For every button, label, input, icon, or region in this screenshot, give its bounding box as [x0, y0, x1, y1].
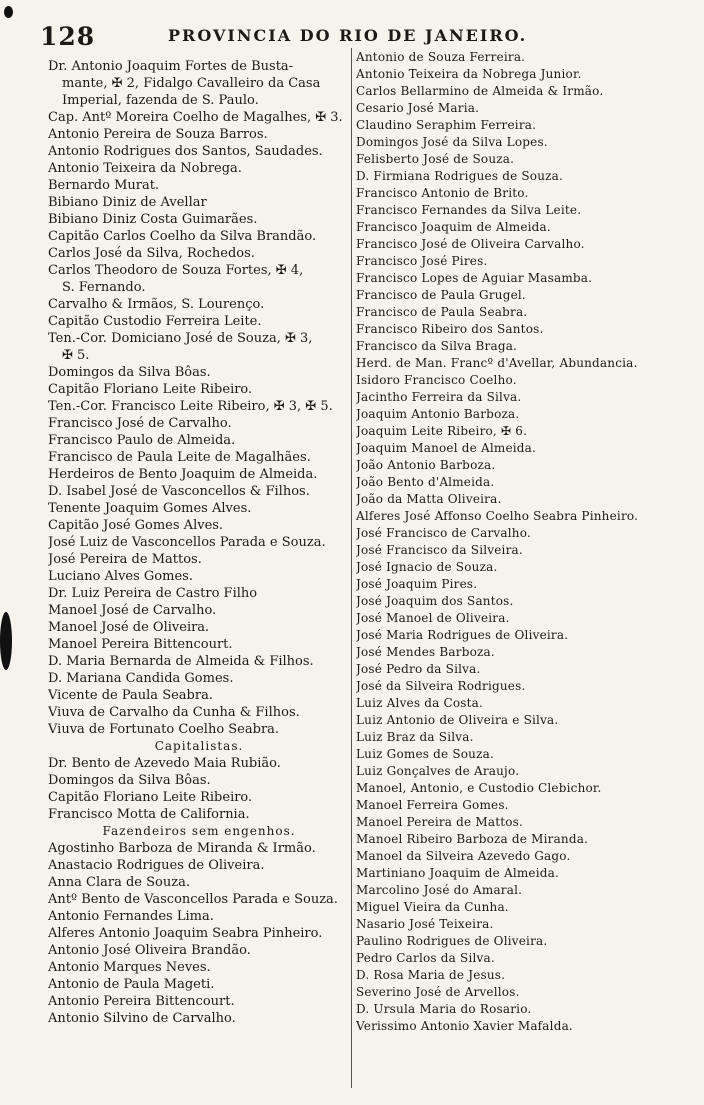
list-entry: Antonio Silvino de Carvalho. [48, 1011, 236, 1026]
list-entry: D. Firmiana Rodrigues de Souza. [356, 169, 564, 183]
list-entry: Severino José de Arvellos. [356, 985, 520, 999]
list-entry: Joaquim Leite Ribeiro, ✠ 6. [356, 424, 528, 438]
list-entry: Miguel Vieira da Cunha. [356, 900, 509, 914]
list-entry: João Bento d'Almeida. [356, 475, 495, 489]
list-entry: José Pedro da Silva. [356, 662, 481, 676]
list-entry: João da Matta Oliveira. [356, 492, 502, 506]
list-entry: Martiniano Joaquim de Almeida. [356, 866, 560, 880]
list-entry: Alferes José Affonso Coelho Seabra Pinheiro. [356, 509, 639, 523]
list-entry: Antonio Teixeira da Nobrega Junior. [356, 67, 582, 81]
list-entry: Carvalho & Irmãos, S. Lourenço. [48, 297, 265, 312]
fazendeiros-list [48, 840, 350, 1027]
list-entry: Carlos Bellarmino de Almeida & Irmão. [356, 84, 604, 98]
list-entry: D. Ursula Maria do Rosario. [356, 1002, 532, 1016]
list-entry: José Joaquim Pires. [356, 577, 478, 591]
list-entry: Bibiano Diniz Costa Guimarães. [48, 212, 258, 227]
list-entry: Claudino Seraphim Ferreira. [356, 118, 537, 132]
list-entry: Pedro Carlos da Silva. [356, 951, 495, 965]
list-entry: ✠ 5. [62, 348, 90, 363]
list-entry: Capitão Carlos Coelho da Silva Brandão. [48, 229, 317, 244]
list-entry: Capitão José Gomes Alves. [48, 518, 224, 533]
list-entry: Carlos José da Silva, Rochedos. [48, 246, 255, 261]
list-entry: Anastacio Rodrigues de Oliveira. [48, 858, 265, 873]
list-entry: José Manoel de Oliveira. [356, 611, 510, 625]
page-header [40, 18, 680, 52]
list-entry: Luciano Alves Gomes. [48, 569, 193, 584]
list-entry: Manoel Ribeiro Barboza de Miranda. [356, 832, 589, 846]
list-entry: Francisco de Paula Seabra. [356, 305, 528, 319]
list-entry: Francisco José de Carvalho. [48, 416, 232, 431]
list-entry: Antonio Marques Neves. [48, 960, 211, 975]
list-entry: Antonio de Souza Ferreira. [356, 50, 526, 64]
list-entry: Agostinho Barboza de Miranda & Irmão. [48, 841, 316, 856]
list-entry: Nasario José Teixeira. [356, 917, 494, 931]
list-entry: Manoel Ferreira Gomes. [356, 798, 509, 812]
fazendeiros-list-continued [356, 49, 696, 1035]
list-entry: Manoel da Silveira Azevedo Gago. [356, 849, 571, 863]
list-entry: Francisco de Paula Grugel. [356, 288, 526, 302]
list-entry: Francisco José de Oliveira Carvalho. [356, 237, 585, 251]
list-entry: Manoel José de Carvalho. [48, 603, 217, 618]
list-entry: Manoel, Antonio, e Custodio Clebichor. [356, 781, 602, 795]
list-entry: João Antonio Barboza. [356, 458, 496, 472]
list-entry: Manoel José de Oliveira. [48, 620, 210, 635]
list-entry: Luiz Gomes de Souza. [356, 747, 494, 761]
capitalistas-list [48, 755, 350, 823]
list-entry: Francisco Ribeiro dos Santos. [356, 322, 544, 336]
list-entry: Joaquim Manoel de Almeida. [356, 441, 537, 455]
list-entry: Luiz Gonçalves de Araujo. [356, 764, 520, 778]
list-entry: Tenente Joaquim Gomes Alves. [48, 501, 252, 516]
list-entry: Francisco da Silva Braga. [356, 339, 518, 353]
list-entry: José Francisco da Silveira. [356, 543, 523, 557]
list-entry: José Joaquim dos Santos. [356, 594, 514, 608]
list-entry: Francisco Fernandes da Silva Leite. [356, 203, 582, 217]
list-entry: Verissimo Antonio Xavier Mafalda. [356, 1019, 573, 1033]
running-title: PROVINCIA DO RIO DE JANEIRO. [168, 26, 528, 45]
list-entry: Antonio Pereira de Souza Barros. [48, 127, 268, 142]
list-entry: Herdeiros de Bento Joaquim de Almeida. [48, 467, 318, 482]
list-entry: Domingos da Silva Bôas. [48, 365, 211, 380]
list-entry: Manoel Pereira de Mattos. [356, 815, 524, 829]
list-entry: D. Rosa Maria de Jesus. [356, 968, 506, 982]
list-entry: Capitão Floriano Leite Ribeiro. [48, 382, 253, 397]
list-entry: Antonio Teixeira da Nobrega. [48, 161, 242, 176]
list-entry: José Ignacio de Souza. [356, 560, 498, 574]
ink-blot-side [0, 612, 12, 670]
list-entry: Luiz Alves da Costa. [356, 696, 484, 710]
list-entry: Vicente de Paula Seabra. [48, 688, 213, 703]
list-entry: Capitão Floriano Leite Ribeiro. [48, 790, 253, 805]
list-entry: Dr. Bento de Azevedo Maia Rubião. [48, 756, 281, 771]
landowner-list [48, 58, 350, 738]
list-entry: Luiz Antonio de Oliveira e Silva. [356, 713, 559, 727]
list-entry: Francisco José Pires. [356, 254, 488, 268]
list-entry: Capitão Custodio Ferreira Leite. [48, 314, 262, 329]
list-entry: Francisco Paulo de Almeida. [48, 433, 236, 448]
list-entry: Anna Clara de Souza. [48, 875, 190, 890]
list-entry: Dr. Luiz Pereira de Castro Filho [48, 586, 258, 601]
list-entry: Dr. Antonio Joaquim Fortes de Busta- [48, 59, 294, 74]
list-entry: D. Maria Bernarda de Almeida & Filhos. [48, 654, 314, 669]
list-entry: Domingos da Silva Bôas. [48, 773, 211, 788]
list-entry: D. Mariana Candida Gomes. [48, 671, 234, 686]
list-entry: Viuva de Carvalho da Cunha & Filhos. [48, 705, 300, 720]
list-entry: Luiz Braz da Silva. [356, 730, 474, 744]
left-column [48, 58, 350, 1027]
right-column [356, 49, 696, 1035]
list-entry: Francisco de Paula Leite de Magalhães. [48, 450, 311, 465]
list-entry: Ten.-Cor. Francisco Leite Ribeiro, ✠ 3, ✠ 5. [48, 399, 333, 414]
list-entry: Bibiano Diniz de Avellar [48, 195, 207, 210]
list-entry: Marcolino José do Amaral. [356, 883, 523, 897]
list-entry: José Pereira de Mattos. [48, 552, 202, 567]
list-entry: Bernardo Murat. [48, 178, 160, 193]
list-entry: Felisberto José de Souza. [356, 152, 515, 166]
list-entry: Alferes Antonio Joaquim Seabra Pinheiro. [48, 926, 323, 941]
list-entry: Paulino Rodrigues de Oliveira. [356, 934, 548, 948]
column-divider [351, 48, 352, 1088]
page-number: 128 [40, 22, 96, 51]
list-entry: Antonio Pereira Bittencourt. [48, 994, 235, 1009]
list-entry: S. Fernando. [62, 280, 146, 295]
list-entry: José Francisco de Carvalho. [356, 526, 531, 540]
list-entry: Cesario José Maria. [356, 101, 480, 115]
list-entry: Ten.-Cor. Domiciano José de Souza, ✠ 3, [48, 331, 313, 346]
list-entry: Manoel Pereira Bittencourt. [48, 637, 233, 652]
section-heading-capitalistas: Capitalistas. [154, 739, 244, 753]
list-entry: Joaquim Antonio Barboza. [356, 407, 520, 421]
list-entry: Imperial, fazenda de S. Paulo. [62, 93, 259, 108]
list-entry: D. Isabel José de Vasconcellos & Filhos. [48, 484, 310, 499]
list-entry: José Luiz de Vasconcellos Parada e Souza. [48, 535, 326, 550]
list-entry: Antonio Fernandes Lima. [48, 909, 214, 924]
list-entry: Francisco Lopes de Aguiar Masamba. [356, 271, 593, 285]
list-entry: Antonio José Oliveira Brandão. [48, 943, 251, 958]
list-entry: Francisco Antonio de Brito. [356, 186, 529, 200]
list-entry: Isidoro Francisco Coelho. [356, 373, 517, 387]
list-entry: Jacintho Ferreira da Silva. [356, 390, 522, 404]
ink-blot-top [4, 6, 13, 18]
list-entry: mante, ✠ 2, Fidalgo Cavalleiro da Casa [62, 76, 321, 91]
list-entry: Francisco Joaquim de Almeida. [356, 220, 551, 234]
section-heading-fazendeiros: Fazendeiros sem engenhos. [102, 824, 296, 838]
list-entry: José Mendes Barboza. [356, 645, 495, 659]
list-entry: José da Silveira Rodrigues. [356, 679, 526, 693]
list-entry: Antº Bento de Vasconcellos Parada e Souza. [48, 892, 338, 907]
list-entry: Viuva de Fortunato Coelho Seabra. [48, 722, 280, 737]
list-entry: Domingos José da Silva Lopes. [356, 135, 548, 149]
list-entry: Cap. Antº Moreira Coelho de Magalhes, ✠ 3. [48, 110, 343, 125]
list-entry: Herd. de Man. Francº d'Avellar, Abundancia. [356, 356, 638, 370]
list-entry: Carlos Theodoro de Souza Fortes, ✠ 4, [48, 263, 304, 278]
list-entry: Antonio Rodrigues dos Santos, Saudades. [48, 144, 323, 159]
list-entry: Francisco Motta de California. [48, 807, 250, 822]
list-entry: José Maria Rodrigues de Oliveira. [356, 628, 569, 642]
list-entry: Antonio de Paula Mageti. [48, 977, 215, 992]
